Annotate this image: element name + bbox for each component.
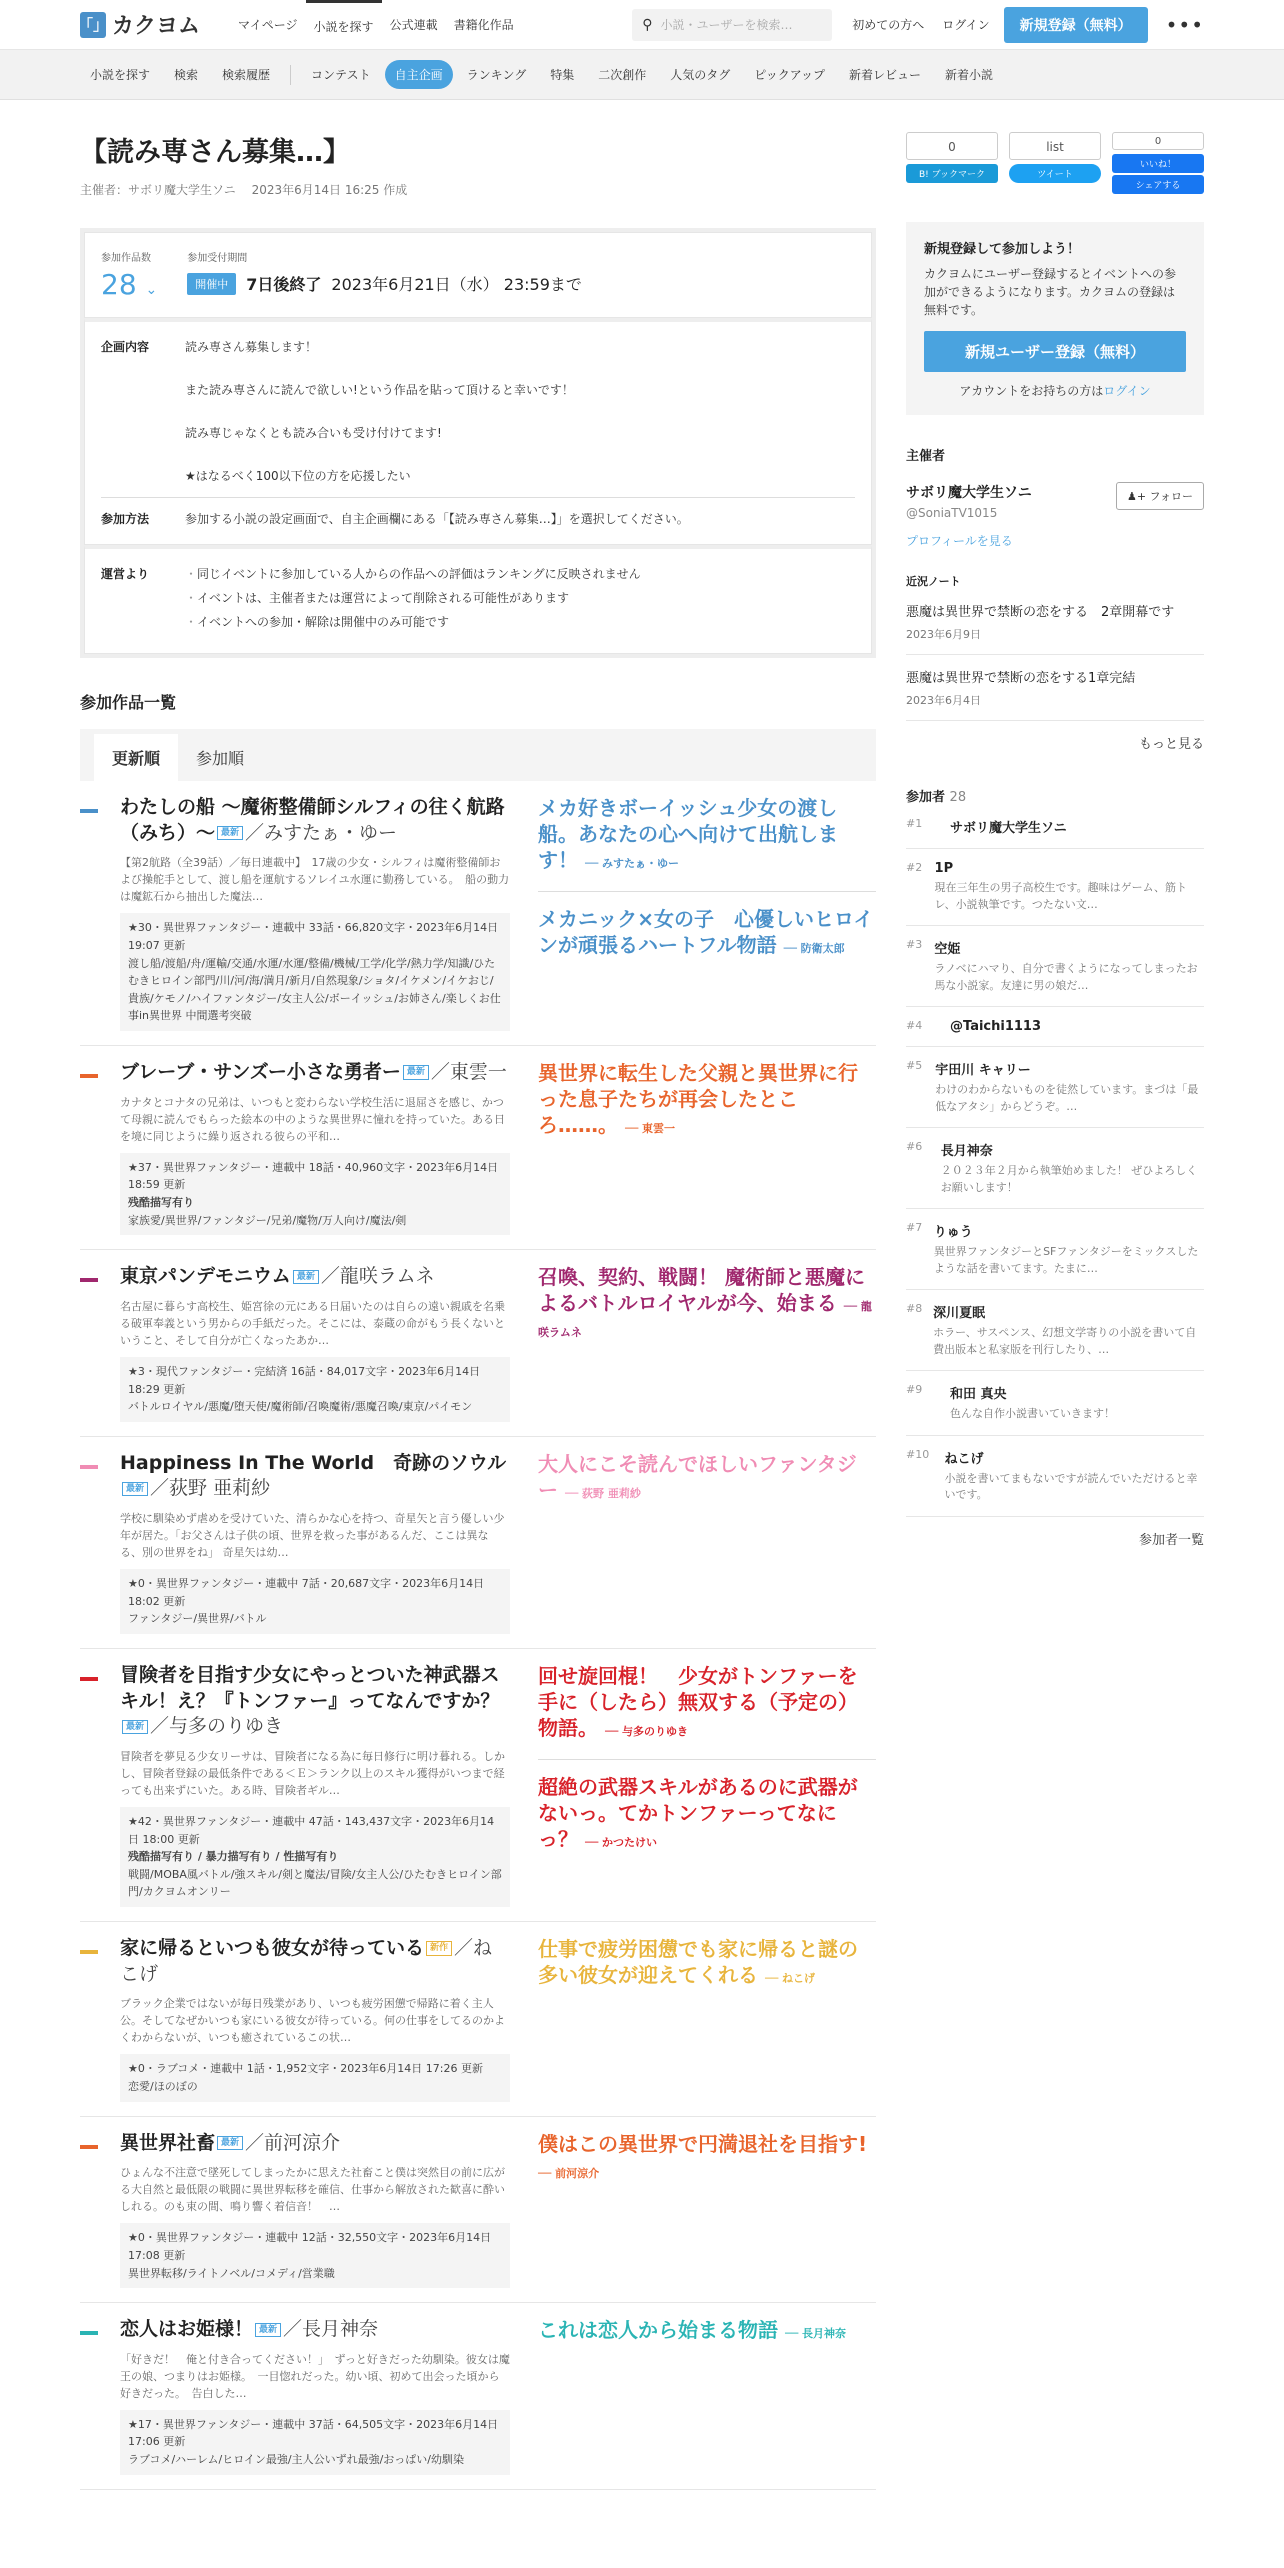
work-tags[interactable]: 恋愛/ほのぼの bbox=[128, 2079, 198, 2093]
event-info-box bbox=[80, 228, 876, 658]
logo-mark: 「」 bbox=[80, 12, 106, 38]
work-title[interactable]: わたしの船 ～魔術整備師シルフィの往く航路（みち）～ bbox=[120, 796, 505, 844]
participant-rank: #10 bbox=[906, 1447, 930, 1461]
work-meta: ★3・現代ファンタジー・完結済 16話・84,017文字・2023年6月14日 18:29 更新 バトルロイヤル/悪魔/堕天使/魔術師/召喚魔術/悪魔召喚/東京/パイモン bbox=[120, 1357, 510, 1422]
facebook-share[interactable]: 0 いいね！ シェアする bbox=[1112, 132, 1204, 194]
participant-name[interactable]: 長月神奈 bbox=[940, 1144, 993, 1159]
participant-item[interactable] bbox=[906, 1436, 1204, 1517]
work-meta: ★0・ラブコメ・連載中 1話・1,952文字・2023年6月14日 17:26 更新 恋愛/ほのぼの bbox=[120, 2054, 510, 2101]
work-author[interactable]: みすたぁ・ゆー bbox=[264, 821, 398, 844]
subnav-search[interactable]: 検索 bbox=[174, 68, 199, 82]
count-label: 参加作品数 bbox=[101, 253, 151, 264]
top-nav bbox=[230, 0, 522, 50]
share-buttons bbox=[906, 132, 1204, 194]
participant-bio: わけのわからないものを徒然しています。まづは「最低なアタシ」からどうぞ。… bbox=[935, 1083, 1199, 1113]
user-plus-icon: ♟+ bbox=[1126, 490, 1147, 503]
work-item[interactable]: 恋人はお姫様！ 最新 ／長月神奈 「好きだ！ 俺と付き合ってください！」 ずっと好きだった幼馴染。彼女は魔王の娘、つまりはお姫様。 一目惚れだった。幼い頃、初めて出会った頃から好きだった。 告白した… ★17・異世界ファンタジー・連載中 37話・64,505文字・2023年6月14日 17:06 更新 ラブコメ/ハーレム/ヒロイン最強/主人公いずれ最強/おっぱい/幼馴染 これは恋人から始まる物語 ── 長月神奈 bbox=[80, 2303, 876, 2490]
work-tags[interactable]: 戦闘/MOBA風バトル/強スキル/剣と魔法/冒険/女主人公/ひたむきヒロイン部門/カクヨムオンリー bbox=[128, 1867, 502, 1899]
work-tags[interactable]: ラブコメ/ハーレム/ヒロイン最強/主人公いずれ最強/おっぱい/幼馴染 bbox=[128, 2453, 464, 2467]
new-badge: 新作 bbox=[426, 1941, 452, 1955]
participant-name[interactable]: 空姫 bbox=[934, 942, 961, 957]
new-badge: 最新 bbox=[122, 1720, 148, 1734]
login-prompt: アカウントをお持ちの方はログイン bbox=[959, 384, 1151, 398]
notes-heading: 近況ノート bbox=[906, 575, 961, 588]
side-column bbox=[906, 130, 1204, 2490]
participant-bio: 色んな自作小説書いていきます！ bbox=[950, 1407, 1115, 1420]
new-badge: 最新 bbox=[122, 1482, 148, 1496]
signup-text: カクヨムにユーザー登録するとイベントへの参加ができるようになります。カクヨムの登録は無料です。 bbox=[924, 267, 1177, 317]
participant-name[interactable]: りゅう bbox=[933, 1225, 973, 1240]
participant-bio: 小説を書いてまもないですが読んでいただけると幸いです。 bbox=[944, 1471, 1198, 1501]
participant-bio: 異世界ファンタジーとSFファンタジーをミックスしたような話を書いてます。たまに… bbox=[933, 1245, 1199, 1275]
work-author[interactable]: 長月神奈 bbox=[302, 2318, 379, 2341]
genre-bar bbox=[80, 2331, 98, 2335]
subnav-events[interactable]: 自主企画 bbox=[385, 60, 453, 89]
work-description: 学校に馴染めず虐めを受けていた、清らかな心を持つ、奇星矢と言う優しい少年が居た。「お父さんは子供の頃、世界を救った事があるんだ、ここは異なる、別の世界をね」 奇星矢は幼… bbox=[120, 1511, 505, 1560]
catchcopy: 異世界に転生した父親と異世界に行った息子たちが再会したところ……。 ── 東雲一 bbox=[538, 1060, 858, 1137]
work-title[interactable]: 家に帰るといつも彼女が待っている bbox=[120, 1936, 425, 1959]
event-detail bbox=[84, 318, 872, 545]
tweet-share[interactable]: list ツイート bbox=[1009, 132, 1101, 194]
signup-box bbox=[906, 222, 1204, 415]
participant-item[interactable] bbox=[906, 1047, 1204, 1128]
note-item[interactable]: 悪魔は異世界で禁断の恋をする1章完結 2023年6月4日 bbox=[906, 655, 1204, 721]
works-tabs bbox=[80, 729, 876, 781]
work-title[interactable]: 異世界社畜 bbox=[120, 2131, 216, 2154]
participant-bio: 現在三年生の男子高校生です。趣味はゲーム、筋トレ、小説執筆です。つたない文… bbox=[934, 881, 1187, 911]
work-author[interactable]: 東雲一 bbox=[449, 1060, 507, 1083]
work-description: ひょんな不注意で墜死してしまったかに思えた社畜こと僕は突然目の前に広がる大自然と最低限の戦闘に異世界転移を確信、仕事から解放された歓喜に酔いしれる。のも束の間、鳴り響く着信音！ … bbox=[120, 2166, 505, 2214]
participant-name[interactable]: 宇田川 キャリー bbox=[935, 1063, 1031, 1078]
nav-official[interactable]: 公式連載 bbox=[389, 18, 438, 32]
catchcopy: メカニック×女の子 心優しいヒロインが頑張るハートフル物語 ── 防衛太郎 bbox=[538, 891, 876, 958]
search-icon: ⚲ bbox=[642, 16, 653, 33]
catchcopy: 超絶の武器スキルがあるのに武器がないっ。てかトンファーってなにっ？ ── かつたけい bbox=[538, 1759, 876, 1852]
works-title: 参加作品一覧 bbox=[80, 693, 177, 712]
subnav-feature[interactable]: 特集 bbox=[550, 68, 575, 82]
work-author[interactable]: 与多のりゆき bbox=[169, 1715, 284, 1738]
subnav-tags[interactable]: 人気のタグ bbox=[670, 68, 731, 82]
work-title[interactable]: 冒険者を目指す少女にやっとついた神武器スキル！え？『トンファー』ってなんですか？ bbox=[120, 1663, 500, 1712]
tab-joined[interactable]: 参加順 bbox=[196, 749, 245, 768]
register-button[interactable]: 新規登録（無料） bbox=[1004, 7, 1148, 43]
nav-mypage[interactable]: マイページ bbox=[238, 18, 298, 32]
participant-rank: #7 bbox=[906, 1221, 923, 1234]
genre-bar bbox=[80, 2145, 98, 2149]
new-badge: 最新 bbox=[217, 2136, 243, 2150]
work-author[interactable]: 前河涼介 bbox=[264, 2131, 341, 2154]
participant-bio: ラノベにハマり、自分で書くようになってしまったお馬な小説家。友達に男の娘だ… bbox=[934, 962, 1198, 992]
participant-name[interactable]: サボリ魔大学生ソニ bbox=[950, 821, 1067, 836]
genre-bar bbox=[80, 1278, 98, 1282]
participant-rank: #4 bbox=[906, 1019, 923, 1032]
subnav-ranking[interactable]: ランキング bbox=[466, 68, 527, 82]
host-card bbox=[906, 482, 1204, 520]
header-right bbox=[632, 7, 1204, 43]
count-value[interactable]: 28 ⌄ bbox=[101, 268, 158, 301]
participant-rank: #9 bbox=[906, 1383, 923, 1396]
work-item[interactable]: Happiness In The World 奇跡のソウル最新 ／荻野 亜莉紗 学校に馴染めず虐めを受けていた、清らかな心を持つ、奇星矢と言う優しい少年が居た。「お父さんは子供の頃、世界を救った事があるんだ、ここは異なる、別の世界をね」 奇星矢は幼… ★0・異世界ファンタジー・連載中 7話・20,687文字・2023年6月14日 18:02 更新 ファンタジー/異世界/バトル 大人にこそ読んでほしいファンタジー ── 荻野 亜莉紗 bbox=[80, 1437, 876, 1649]
period-label: 参加受付期間 bbox=[187, 253, 248, 264]
subnav-history[interactable]: 検索履歴 bbox=[222, 68, 271, 82]
participant-name[interactable]: ねこげ bbox=[944, 1451, 984, 1467]
status-badge: 開催中 bbox=[187, 273, 236, 295]
signup-title: 新規登録して参加しよう！ bbox=[924, 242, 1081, 257]
event-rules bbox=[84, 545, 872, 654]
top-header bbox=[0, 0, 1284, 50]
catchcopy: 大人にこそ読んでほしいファンタジー ── 荻野 亜莉紗 bbox=[538, 1451, 857, 1502]
participants-heading: 参加者 28 bbox=[906, 790, 967, 805]
work-item[interactable]: 家に帰るといつも彼女が待っている 新作 ／ねこげ ブラック企業ではないが毎日残業があり、いつも疲労困憊で帰路に着く主人公。そしてなぜかいつも家にいる彼女が待っている。何の仕事をしてるのかよくわからないが、いつも癒されているこの状… ★0・ラブコメ・連載中 1話・1,952文字・2023年6月14日 17:26 更新 恋愛/ほのぼの 仕事で疲労困憊でも家に帰ると謎の多い彼女が迎えてくれる ── ねこげ bbox=[80, 1922, 876, 2117]
participant-item[interactable] bbox=[906, 805, 1204, 849]
work-item[interactable]: 異世界社畜 最新 ／前河涼介 ひょんな不注意で墜死してしまったかに思えた社畜こと僕は突然目の前に広がる大自然と最低限の戦闘に異世界転移を確信、仕事から解放された歓喜に酔いしれる。のも束の間、鳴り響く着信音！ … ★0・異世界ファンタジー・連載中 12話・32,550文字・2023年6月14日 17:08 更新 異世界転移/ライトノベル/コメディ/営業職 僕はこの異世界で円満退社を目指す! ── 前河涼介 bbox=[80, 2117, 876, 2304]
notes-more-link[interactable]: もっと見る bbox=[1138, 737, 1204, 752]
work-description: 【第2航路（全39話）／毎日連載中】 17歳の少女・シルフィは魔術整備師および操舵手として、渡し船を運航するソレイユ水運に勤務している。 船の動力は魔鉱石から抽出した魔法… bbox=[120, 856, 510, 904]
participant-rank: #1 bbox=[906, 817, 923, 830]
work-item[interactable]: わたしの船 ～魔術整備師シルフィの往く航路（みち）～ 最新 ／みすたぁ・ゆー 【第2航路（全39話）／毎日連載中】 17歳の少女・シルフィは魔術整備師および操舵手として、渡し船を運航するソレイユ水運に勤務している。 船の動力は魔鉱石から抽出した魔法… ★30・異世界ファンタジー・連載中 33話・66,820文字・2023年6月14日 19:07 更新 渡し船/渡船/舟/運輸/交通/水運/水運/整備/機械/工学/化学/熱力学/知識/ひたむきヒロイン部門/川/河/海/満月/新月/自然現象/ショタ/イケメン/イケおじ/貴族/ケモノ/ハイファンタジー/女主人公/ボーイッシュ/お姉さん/楽しくお仕事in異世界 中間選考突破 メカ好きボーイッシュ少女の渡し船。あなたの心へ向けて出航します！ ── みすたぁ・ゆー メカニック×女の子 心優しいヒロインが頑張るハートフル物語 ── 防衛太郎 bbox=[80, 781, 876, 1046]
catchcopy: 召喚、契約、戦闘！ 魔術師と悪魔によるバトルロイヤルが今、始まる ── 龍咲ラムネ bbox=[538, 1265, 872, 1340]
search-input[interactable] bbox=[632, 9, 832, 41]
rules-list: ・ 同じイベントに参加している人からの作品への評価はランキングに反映されません ・ イベントは、主催者または運営によって削除される可能性があります ・ イベントへの参加・解除は開催中のみ可能です bbox=[185, 565, 641, 637]
new-badge: 最新 bbox=[217, 826, 243, 840]
sub-nav bbox=[0, 50, 1284, 100]
subnav-fanfic[interactable]: 二次創作 bbox=[598, 68, 647, 82]
page-title: 【読み専さん募集…】 bbox=[80, 137, 350, 168]
work-description: ブラック企業ではないが毎日残業があり、いつも疲労困憊で帰路に着く主人公。そしてなぜかいつも家にいる彼女が待っている。何の仕事をしてるのかよくわからないが、いつも癒されているこの状… bbox=[120, 1997, 505, 2045]
participant-name[interactable]: 深川夏眠 bbox=[933, 1306, 986, 1321]
login-link[interactable]: ログイン bbox=[942, 18, 990, 32]
participants-list bbox=[906, 805, 1204, 1517]
follow-button[interactable]: ♟+ フォロー bbox=[1116, 482, 1204, 510]
participant-rank: #3 bbox=[906, 938, 923, 951]
method-label: 参加方法 bbox=[101, 512, 150, 526]
participant-rank: #6 bbox=[906, 1140, 923, 1153]
work-tags[interactable]: 異世界転移/ライトノベル/コメディ/営業職 bbox=[128, 2266, 335, 2280]
work-tags[interactable]: バトルロイヤル/悪魔/堕天使/魔術師/召喚魔術/悪魔召喚/東京/パイモン bbox=[128, 1400, 473, 1414]
participant-item[interactable] bbox=[906, 849, 1204, 926]
end-date: 2023年6月21日（水） 23:59まで bbox=[331, 275, 582, 294]
host-id: @SoniaTV1015 bbox=[906, 506, 998, 520]
genre-bar bbox=[80, 1677, 98, 1681]
catchcopy: 僕はこの異世界で円満退社を目指す! ── 前河涼介 bbox=[538, 2131, 868, 2180]
subnav-pickup[interactable]: ピックアップ bbox=[754, 68, 825, 82]
work-description: 冒険者を夢見る少女リーサは、冒険者になる為に毎日修行に明け暮れる。しかし、冒険者登録の最低条件である＜Ｅ＞ランク以上のスキル獲得がいつまで経っても出来ずにいた。ある時、冒険者ギル… bbox=[120, 1749, 505, 1797]
content-text: 読み専さん募集します！ また読み専さんに読んで欲しい!という作品を貼って頂けると幸いです！ 読み専じゃなくとも読み合いも受け付けてます! ★はなるべく100以下位の方を応援したい bbox=[185, 340, 574, 483]
subnav-new[interactable]: 新着小説 bbox=[944, 68, 993, 82]
search-placeholder: 小説・ユーザーを検索… bbox=[660, 18, 793, 32]
participants-all-link[interactable]: 参加者一覧 bbox=[1138, 1532, 1204, 1548]
work-title[interactable]: 恋人はお姫様！ bbox=[120, 2318, 254, 2341]
logo[interactable] bbox=[80, 9, 200, 40]
work-description: 「好きだ！ 俺と付き合ってください！」 ずっと好きだった幼馴染。彼女は魔王の娘、つまりはお姫様。 一目惚れだった。幼い頃、初めて出会った頃から好きだった。 告白した… bbox=[120, 2352, 510, 2400]
new-badge: 最新 bbox=[403, 1065, 429, 1079]
new-badge: 最新 bbox=[293, 1270, 319, 1284]
genre-bar bbox=[80, 1465, 98, 1469]
method-text: 参加する小説の設定画面で、自主企画欄にある「【読み専さん募集…】」を選択してください。 bbox=[185, 512, 689, 526]
event-summary bbox=[84, 232, 872, 318]
catchcopy: これは恋人から始まる物語 ── 長月神奈 bbox=[538, 2318, 847, 2343]
host-name[interactable]: サボリ魔大学生ソニ bbox=[906, 485, 1032, 501]
main-column bbox=[80, 130, 876, 2490]
work-title[interactable]: Happiness In The World 奇跡のソウル bbox=[120, 1451, 507, 1474]
work-tags[interactable]: 渡し船/渡船/舟/運輸/交通/水運/水運/整備/機械/工学/化学/熱力学/知識/ひたむきヒロイン部門/川/河/海/満月/新月/自然現象/ショタ/イケメン/イケおじ/貴族/ケモノ/ハイファンタジー/女主人公/ボーイッシュ/お姉さん/楽しくお仕事in異世界 中間選考突破 bbox=[128, 956, 501, 1023]
work-meta: ★37・異世界ファンタジー・連載中 18話・40,960文字・2023年6月14日 18:59 更新 残酷描写有り 家族愛/異世界/ファンタジー/兄弟/魔物/万人向け/魔法/剣 bbox=[120, 1153, 510, 1235]
profile-link[interactable]: プロフィールを見る bbox=[906, 534, 1013, 548]
participant-bio: ホラー、サスペンス、幻想文学寄りの小説を書いて自費出版本と私家版を刊行したり、… bbox=[933, 1326, 1197, 1356]
bookmark-share[interactable]: 0 B! ブックマーク bbox=[906, 132, 998, 194]
subnav-contest[interactable]: コンテスト bbox=[311, 68, 371, 82]
work-author[interactable]: 荻野 亜莉紗 bbox=[169, 1477, 271, 1500]
participant-name[interactable]: 1P bbox=[934, 861, 954, 876]
participant-item[interactable] bbox=[906, 926, 1204, 1007]
genre-bar bbox=[80, 809, 98, 813]
work-meta: ★42・異世界ファンタジー・連載中 47話・143,437文字・2023年6月14日 18:00 更新 残酷描写有り / 暴力描写有り / 性描写有り 戦闘/MOBA風バトル/強スキル/剣と魔法/冒険/女主人公/ひたむきヒロイン部門/カクヨムオンリー bbox=[120, 1807, 510, 1907]
divider bbox=[290, 65, 291, 85]
subnav-find[interactable]: 小説を探す bbox=[90, 68, 151, 82]
catchcopy: 仕事で疲労困憊でも家に帰ると謎の多い彼女が迎えてくれる ── ねこげ bbox=[538, 1936, 858, 1987]
work-tags[interactable]: ファンタジー/異世界/バトル bbox=[128, 1612, 267, 1626]
participant-name[interactable]: 和田 真央 bbox=[950, 1387, 1007, 1402]
participant-item[interactable] bbox=[906, 1290, 1204, 1371]
work-tags[interactable]: 家族愛/異世界/ファンタジー/兄弟/魔物/万人向け/魔法/剣 bbox=[128, 1213, 407, 1227]
nav-find[interactable]: 小説を探す bbox=[306, 0, 382, 50]
work-item[interactable]: 東京パンデモニウム 最新 ／龍咲ラムネ 名古屋に暮らす高校生、姫宮徐の元にある日届いたのは自らの遠い親戚を名乗る破軍奉義という男からの手紙だった。そこには、泰蔵の命がもう長くないということ、そして自分が亡くなったあか… ★3・現代ファンタジー・完結済 16話・84,017文字・2023年6月14日 18:29 更新 バトルロイヤル/悪魔/堕天使/魔術師/召喚魔術/悪魔召喚/東京/パイモン 召喚、契約、戦闘！ 魔術師と悪魔によるバトルロイヤルが今、始まる ── 龍咲ラムネ bbox=[80, 1250, 876, 1437]
remaining-text: 7日後終了 bbox=[246, 275, 322, 294]
catchcopy: 回せ旋回棍！ 少女がトンファーを手に（したら）無双する（予定の）物語。 ── 与多のりゆき bbox=[538, 1663, 858, 1740]
work-meta: ★0・異世界ファンタジー・連載中 12話・32,550文字・2023年6月14日 17:08 更新 異世界転移/ライトノベル/コメディ/営業職 bbox=[120, 2223, 510, 2288]
genre-bar bbox=[80, 1950, 98, 1954]
content-label: 企画内容 bbox=[101, 340, 150, 354]
work-item[interactable]: ブレーブ・サンズー小さな勇者ー 最新 ／東雲一 カナタとコナタの兄弟は、いつもと変わらない学校生活に退屈さを感じ、かつて母親に読んでもらった絵本の中のような異世界に憧れを持っていた。ある日を境に同じように繰り返される彼らの平和… ★37・異世界ファンタジー・連載中 18話・40,960文字・2023年6月14日 18:59 更新 残酷描写有り 家族愛/異世界/ファンタジー/兄弟/魔物/万人向け/魔法/剣 異世界に転生した父親と異世界に行った息子たちが再会したところ……。 ── 東雲一 bbox=[80, 1046, 876, 1250]
participant-item[interactable] bbox=[906, 1128, 1204, 1209]
work-author[interactable]: 龍咲ラムネ bbox=[339, 1265, 435, 1288]
work-meta: ★17・異世界ファンタジー・連載中 37話・64,505文字・2023年6月14日 17:06 更新 ラブコメ/ハーレム/ヒロイン最強/主人公いずれ最強/おっぱい/幼馴染 bbox=[120, 2410, 510, 2475]
logo-text: カクヨム bbox=[112, 14, 201, 39]
rules-label: 運営より bbox=[101, 567, 150, 581]
participant-rank: #5 bbox=[906, 1059, 923, 1072]
event-meta: 主催者：サボリ魔大学生ソニ 2023年6月14日 16:25 作成 bbox=[80, 183, 408, 197]
participant-bio: ２０２３年２月から執筆始めました！ ぜひよろしくお願いします！ bbox=[940, 1164, 1198, 1194]
work-title[interactable]: 東京パンデモニウム bbox=[120, 1265, 291, 1288]
work-description: カナタとコナタの兄弟は、いつもと変わらない学校生活に退屈さを感じ、かつて母親に読んでもらった絵本の中のような異世界に憧れを持っていた。ある日を境に同じように繰り返される彼らの平和… bbox=[120, 1095, 505, 1143]
participant-rank: #2 bbox=[906, 861, 923, 874]
work-meta: ★0・異世界ファンタジー・連載中 7話・20,687文字・2023年6月14日 18:02 更新 ファンタジー/異世界/バトル bbox=[120, 1569, 510, 1634]
more-icon[interactable]: ••• bbox=[1165, 12, 1204, 37]
participant-item[interactable] bbox=[906, 1209, 1204, 1290]
works-list bbox=[80, 781, 876, 2490]
beginner-link[interactable]: 初めての方へ bbox=[852, 18, 925, 32]
notes-list bbox=[906, 589, 1204, 721]
side-login-link[interactable]: ログイン bbox=[1103, 384, 1151, 398]
work-description: 名古屋に暮らす高校生、姫宮徐の元にある日届いたのは自らの遠い親戚を名乗る破軍奉義という男からの手紙だった。そこには、泰蔵の命がもう長くないということ、そして自分が亡くなったあか… bbox=[120, 1299, 505, 1347]
tab-updated[interactable]: 更新順 bbox=[94, 734, 178, 781]
subnav-reviews[interactable]: 新着レビュー bbox=[848, 68, 921, 82]
nav-books[interactable]: 書籍化作品 bbox=[453, 18, 514, 32]
note-item[interactable]: 悪魔は異世界で禁断の恋をする 2章開幕です 2023年6月9日 bbox=[906, 589, 1204, 655]
participant-name[interactable]: @Taichi1113 bbox=[950, 1019, 1042, 1034]
work-item[interactable]: 冒険者を目指す少女にやっとついた神武器スキル！え？『トンファー』ってなんですか？最新 ／与多のりゆき 冒険者を夢見る少女リーサは、冒険者になる為に毎日修行に明け暮れる。しかし、冒険者登録の最低条件である＜Ｅ＞ランク以上のスキル獲得がいつまで経っても出来ずにいた。ある時、冒険者ギル… ★42・異世界ファンタジー・連載中 47話・143,437文字・2023年6月14日 18:00 更新 残酷描写有り / 暴力描写有り / 性描写有り 戦闘/MOBA風バトル/強スキル/剣と魔法/冒険/女主人公/ひたむきヒロイン部門/カクヨムオンリー 回せ旋回棍！ 少女がトンファーを手に（したら）無双する（予定の）物語。 ── 与多のりゆき 超絶の武器スキルがあるのに武器がないっ。てかトンファーってなにっ？ ── かつたけい bbox=[80, 1649, 876, 1922]
chevron-down-icon: ⌄ bbox=[145, 282, 158, 298]
work-author[interactable]: ねこげ bbox=[120, 1936, 493, 1985]
host-heading: 主催者 bbox=[906, 449, 946, 464]
participant-item[interactable] bbox=[906, 1371, 1204, 1436]
participant-rank: #8 bbox=[906, 1302, 923, 1315]
participant-item[interactable] bbox=[906, 1007, 1204, 1047]
catchcopy: メカ好きボーイッシュ少女の渡し船。あなたの心へ向けて出航します！ ── みすたぁ・ゆー bbox=[538, 796, 838, 872]
genre-bar bbox=[80, 1074, 98, 1078]
new-badge: 最新 bbox=[255, 2323, 281, 2337]
work-title[interactable]: ブレーブ・サンズー小さな勇者ー bbox=[120, 1060, 401, 1083]
signup-button[interactable]: 新規ユーザー登録（無料） bbox=[924, 331, 1186, 372]
work-meta: ★30・異世界ファンタジー・連載中 33話・66,820文字・2023年6月14日 19:07 更新 渡し船/渡船/舟/運輸/交通/水運/水運/整備/機械/工学/化学/熱力学/知識/ひたむきヒロイン部門/川/河/海/満月/新月/自然現象/ショタ/イケメン/イケおじ/貴族/ケモノ/ハイファンタジー/女主人公/ボーイッシュ/お姉さん/楽しくお仕事in異世界 中間選考突破 bbox=[120, 913, 510, 1031]
